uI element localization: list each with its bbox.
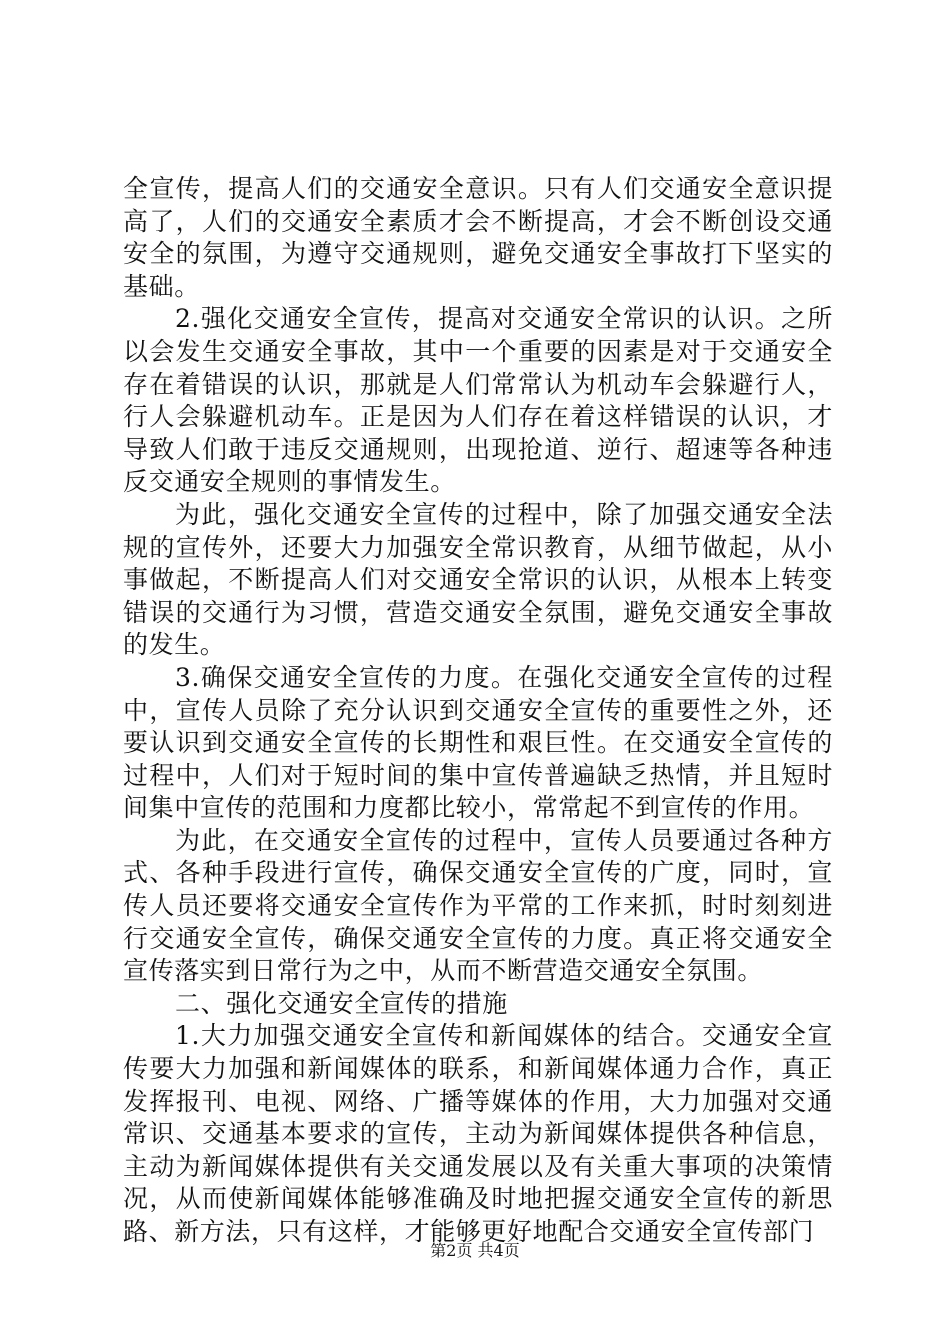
section-heading: 二、强化交通安全宣传的措施 xyxy=(175,988,508,1018)
paragraph-point-2-followup: 为此，强化交通安全宣传的过程中，除了加强交通安全法规的宣传外，还要大力加强安全常识教育，从细节做起，从小事做起，不断提高人们对交通安全常识的认识，从根本上转变错误的交通行为习惯，营造交通安全氛围，避免交通安全事故的发生。 xyxy=(123,499,833,660)
paragraph-point-3-followup: 为此，在交通安全宣传的过程中，宣传人员要通过各种方式、各种手段进行宣传，确保交通安全宣传的广度，同时，宣传人员还要将交通安全宣传作为平常的工作来抓，时时刻刻进行交通安全宣传，确保交通安全宣传的力度。真正将交通安全宣传落实到日常行为之中，从而不断营造交通安全氛围。 xyxy=(123,825,833,986)
paragraph-point-3: 3.确保交通安全宣传的力度。在强化交通安全宣传的过程中，宣传人员除了充分认识到交通安全宣传的重要性之外，还要认识到交通安全宣传的长期性和艰巨性。在交通安全宣传的过程中，人们对于短时间的集中宣传普遍缺乏热情，并且短时间集中宣传的范围和力度都比较小，常常起不到宣传的作用。 xyxy=(123,662,833,823)
paragraph-measure-1: 1.大力加强交通安全宣传和新闻媒体的结合。交通安全宣传要大力加强和新闻媒体的联系，和新闻媒体通力合作，真正发挥报刊、电视、网络、广播等媒体的作用，大力加强对交通常识、交通基本要求的宣传，主动为新闻媒体提供各种信息，主动为新闻媒体提供有关交通发展以及有关重大事项的决策情况，从而使新闻媒体能够准确及时地把握交通安全宣传的新思路、新方法，只有这样，才能够更好地配合交通安全宣传部门 xyxy=(123,1021,833,1246)
document-body xyxy=(123,173,833,1249)
paragraph-continuation: 全宣传，提高人们的交通安全意识。只有人们交通安全意识提高了，人们的交通安全素质才会不断提高，才会不断创设交通安全的氛围，为遵守交通规则，避免交通安全事故打下坚实的基础。 xyxy=(123,174,833,301)
paragraph-point-2: 2.强化交通安全宣传，提高对交通安全常识的认识。之所以会发生交通安全事故，其中一个重要的因素是对于交通安全存在着错误的认识，那就是人们常常认为机动车会躲避行人，行人会躲避机动车。正是因为人们存在着这样错误的认识，才导致人们敢于违反交通规则，出现抢道、逆行、超速等各种违反交通安全规则的事情发生。 xyxy=(123,304,833,497)
page-number-footer: 第2页 共4页 xyxy=(430,1241,520,1260)
